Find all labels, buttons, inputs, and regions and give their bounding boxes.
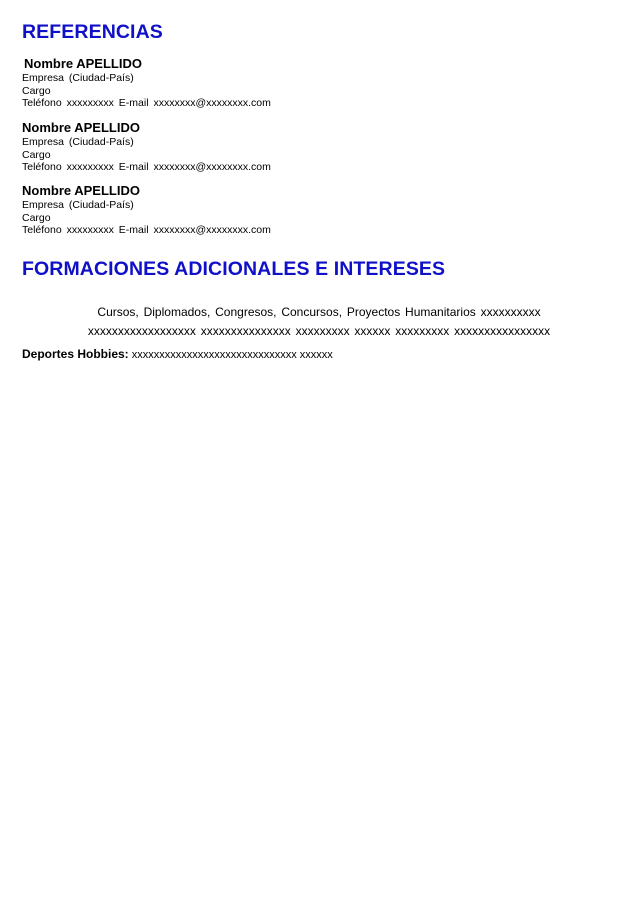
additional-training-heading: FORMACIONES ADICIONALES E INTERESES: [22, 258, 446, 280]
reference-company: Empresa (Ciudad-País): [22, 72, 134, 84]
references-heading: REFERENCIAS: [22, 21, 163, 43]
reference-company: Empresa (Ciudad-País): [22, 136, 134, 148]
courses-paragraph: [22, 303, 616, 341]
reference-role: Cargo: [22, 211, 51, 224]
reference-role: Cargo: [22, 148, 51, 161]
courses-line: Cursos, Diplomados, Congresos, Concursos, Proyectos Humanitarios xxxxxxxxxx: [97, 305, 541, 319]
reference-entry: [22, 56, 271, 110]
reference-contact: Teléfono xxxxxxxxx E-mail xxxxxxxx@xxxxxxxx.com: [22, 97, 271, 109]
sports-hobbies-value: xxxxxxxxxxxxxxxxxxxxxxxxxxxxxx xxxxxx: [128, 349, 333, 361]
reference-entry: [22, 120, 271, 174]
reference-name: Nombre APELLIDO: [24, 56, 142, 71]
reference-entry: [22, 183, 271, 237]
reference-name: Nombre APELLIDO: [22, 183, 140, 198]
sports-hobbies-label: Deportes Hobbies:: [22, 347, 129, 361]
reference-contact: Teléfono xxxxxxxxx E-mail xxxxxxxx@xxxxxxxx.com: [22, 224, 271, 236]
reference-contact: Teléfono xxxxxxxxx E-mail xxxxxxxx@xxxxxxxx.com: [22, 161, 271, 173]
courses-line: xxxxxxxxxxxxxxxxxx xxxxxxxxxxxxxxx xxxxxxxxx xxxxxx xxxxxxxxx xxxxxxxxxxxxxxxx: [87, 324, 551, 338]
sports-hobbies-line: [22, 347, 333, 362]
reference-role: Cargo: [22, 84, 51, 97]
reference-name: Nombre APELLIDO: [22, 120, 140, 135]
reference-company: Empresa (Ciudad-País): [22, 199, 134, 211]
